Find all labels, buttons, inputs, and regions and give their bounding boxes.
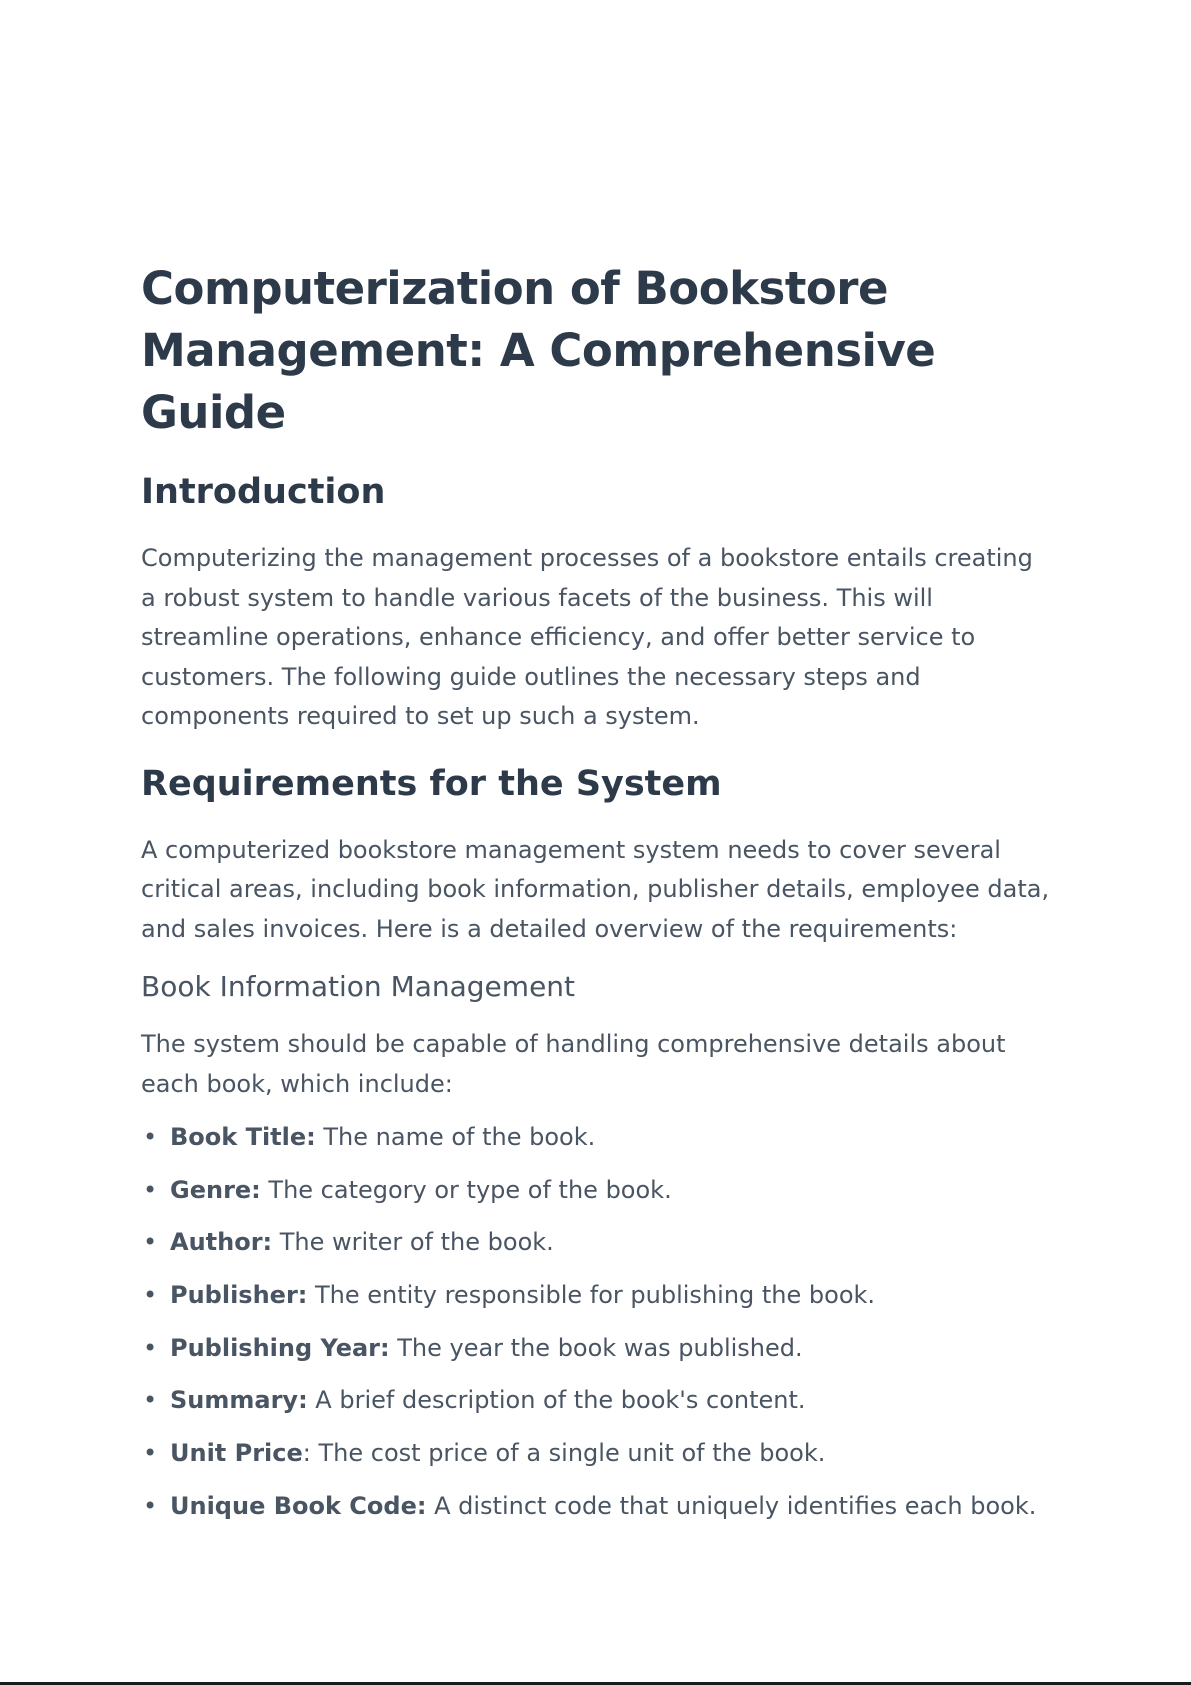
list-item-term: Summary: (170, 1386, 308, 1415)
bullet-icon: • (143, 1491, 158, 1520)
bullet-icon: • (143, 1175, 158, 1204)
list-item (141, 1118, 1051, 1157)
list-item-description: A brief description of the book's content. (307, 1386, 806, 1415)
introduction-heading: Introduction (141, 472, 386, 512)
introduction-paragraph: Computerizing the management processes of a bookstore entails creating a robust system to handle various facets of the business. This will streamline operations, enhance efficiency, and offer better service to customers. The following guide outlines the necessary steps and components required to set up such a system. (141, 544, 1033, 730)
list-item-description: A distinct code that uniquely identifies each book. (426, 1491, 1037, 1520)
list-item-description: The writer of the book. (272, 1228, 554, 1257)
book-fields-list (141, 1118, 1051, 1526)
list-item (141, 1487, 1051, 1526)
bullet-icon: • (143, 1281, 158, 1310)
list-item-description: The category or type of the book. (260, 1175, 672, 1204)
list-item-term: Unit Price (170, 1439, 303, 1468)
bullet-icon: • (143, 1333, 158, 1362)
list-item-term: Unique Book Code: (170, 1491, 427, 1520)
list-item-description: The name of the book. (315, 1123, 596, 1151)
list-item (141, 1381, 1051, 1420)
requirements-paragraph: A computerized bookstore management system needs to cover several critical areas, including book information, publisher details, employee data, and sales invoices. Here is a detailed overview of the requirements: (141, 835, 1050, 943)
list-item-description: The year the book was published. (389, 1333, 803, 1362)
list-item (141, 1223, 1051, 1262)
list-item-term: Book Title: (170, 1123, 316, 1151)
list-item (141, 1434, 1051, 1473)
list-item-term: Publisher: (170, 1281, 308, 1310)
bullet-icon: • (143, 1228, 158, 1257)
list-item (141, 1171, 1051, 1210)
bullet-icon: • (143, 1123, 158, 1151)
list-item-term: Author: (170, 1228, 273, 1257)
list-item (141, 1276, 1051, 1315)
list-item-description: : The cost price of a single unit of the book. (302, 1439, 826, 1468)
list-item-term: Genre: (170, 1175, 261, 1204)
document-title: Computerization of Bookstore Management: A Comprehensive Guide (141, 262, 936, 439)
list-item (141, 1329, 1051, 1368)
requirements-heading: Requirements for the System (141, 763, 722, 804)
book-info-heading: Book Information Management (141, 970, 576, 1003)
list-item-description: The entity responsible for publishing the book. (307, 1281, 876, 1310)
list-item-term: Publishing Year: (170, 1333, 390, 1362)
bullet-icon: • (143, 1386, 158, 1415)
book-info-paragraph: The system should be capable of handling comprehensive details about each book, which include: (141, 1030, 1006, 1098)
document-page (141, 258, 1051, 1540)
bullet-icon: • (143, 1439, 158, 1468)
